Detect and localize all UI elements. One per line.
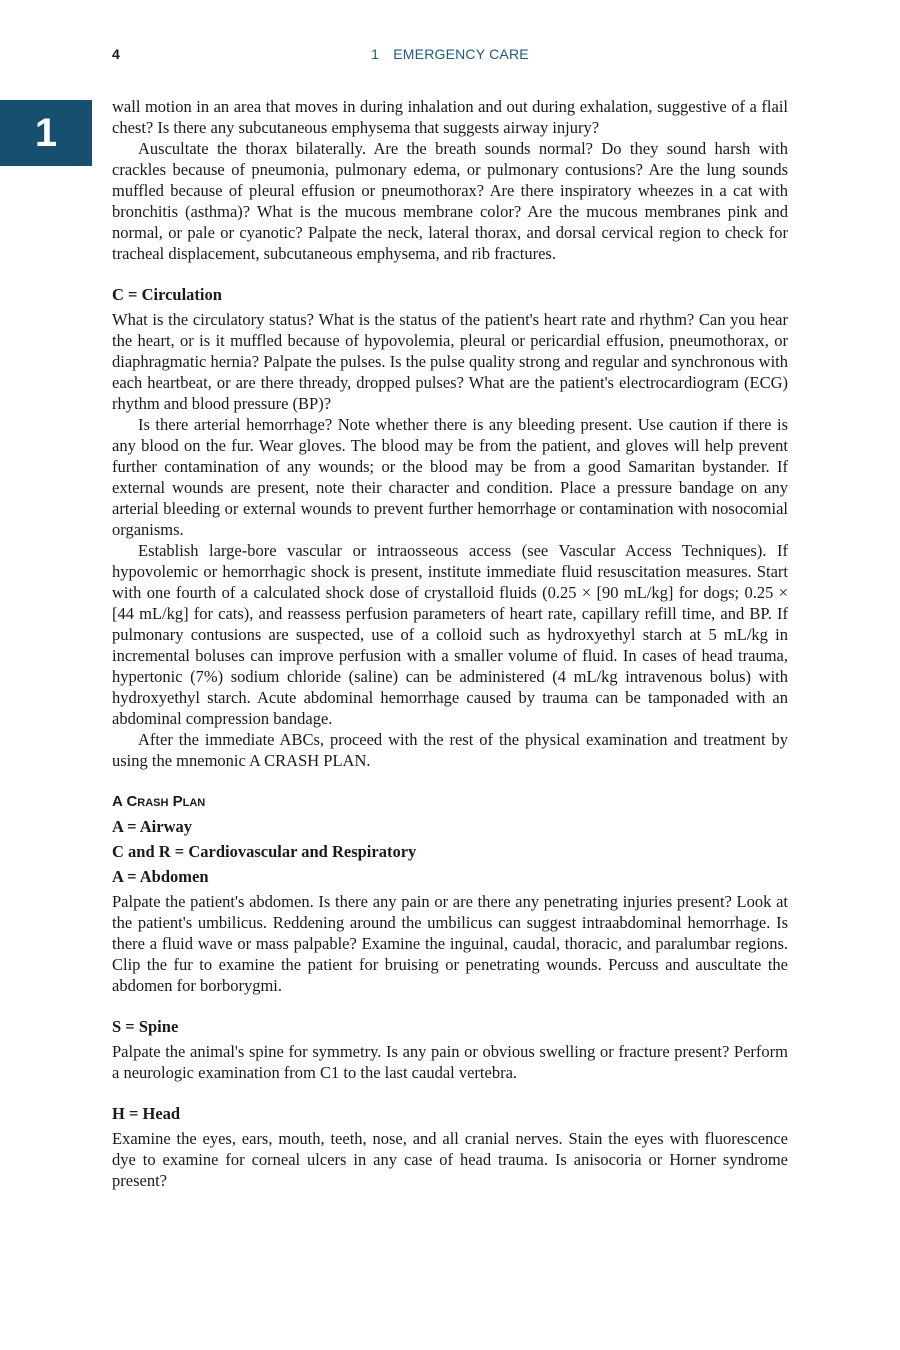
running-head-chapter-title: EMERGENCY CARE: [393, 46, 529, 62]
heading-spine: S = Spine: [112, 1017, 179, 1036]
heading-crash-plan: A Crash Plan: [112, 793, 206, 810]
paragraph-vascular-access: Establish large-bore vascular or intraosseous access (see Vascular Access Techniques). If hypovolemic or hemorrhagic shock is present, institute immediate fluid resuscitation measures. Start with one fourth of a calculated shock dose of crystalloid fluids (0.25 × [90 mL/kg] for dogs; 0.25 × [44 mL/kg] for cats), and reassess perfusion parameters of heart rate, capillary refill time, and BP. If pulmonary contusions are suspected, use of a colloid such as hydroxyethyl starch at 5 mL/kg in incremental boluses can improve perfusion with a smaller volume of fluid. In cases of head trauma, hypertonic (7%) sodium chloride (saline) can be administered (4 mL/kg intravenous bolus) with hydroxyethyl starch. Acute abdominal hemorrhage caused by trauma can be tamponaded with an abdominal compression bandage.: [112, 541, 788, 728]
heading-head: H = Head: [112, 1104, 181, 1123]
running-head-chapter-number: 1: [371, 46, 380, 62]
body-text: [112, 96, 788, 1191]
paragraph-circulatory-status: What is the circulatory status? What is the status of the patient's heart rate and rhythm? Can you hear the heart, or is it muffled because of hypovolemia, pleural or pericardial effusion, pneumothorax, or diaphragmatic hernia? Palpate the pulses. Is the pulse quality strong and regular and synchronous with each heartbeat, or are there thready, dropped pulses? What are the patient's electrocardiogram (ECG) rhythm and blood pressure (BP)?: [112, 310, 788, 413]
paragraph-spine: Palpate the animal's spine for symmetry. Is any pain or obvious swelling or fracture present? Perform a neurologic examination from C1 to the last caudal vertebra.: [112, 1042, 788, 1082]
heading-circulation: C = Circulation: [112, 285, 222, 304]
page-number: 4: [112, 46, 120, 62]
chapter-tab: 1: [0, 100, 92, 166]
heading-abdomen: A = Abdomen: [112, 867, 209, 886]
paragraph-arterial-hemorrhage: Is there arterial hemorrhage? Note whether there is any bleeding present. Use caution if there is any blood on the fur. Wear gloves. The blood may be from the patient, and gloves will help prevent further contamination of any wounds; or the blood may be from a good Samaritan bystander. If external wounds are present, note their character and condition. Place a pressure bandage on any arterial bleeding or external wounds to prevent further hemorrhage or contamination with nosocomial organisms.: [112, 415, 788, 539]
paragraph-abdomen: Palpate the patient's abdomen. Is there any pain or are there any penetrating injuries present? Look at the patient's umbilicus. Reddening around the umbilicus can suggest intraabdominal hemorrhage. Is there a fluid wave or mass palpable? Examine the inguinal, caudal, thoracic, and paralumbar regions. Clip the fur to examine the patient for bruising or penetrating wounds. Percuss and auscultate the abdomen for borborygmi.: [112, 892, 788, 995]
heading-cardiovascular-respiratory: C and R = Cardiovascular and Respiratory: [112, 842, 417, 861]
paragraph-flail-chest: wall motion in an area that moves in during inhalation and out during exhalation, suggestive of a flail chest? Is there any subcutaneous emphysema that suggests airway injury?: [112, 97, 788, 137]
heading-airway: A = Airway: [112, 817, 192, 836]
paragraph-head: Examine the eyes, ears, mouth, teeth, nose, and all cranial nerves. Stain the eyes with fluorescence dye to examine for corneal ulcers in any case of head trauma. Is anisocoria or Horner syndrome present?: [112, 1129, 788, 1190]
paragraph-auscultate: Auscultate the thorax bilaterally. Are the breath sounds normal? Do they sound harsh with crackles because of pneumonia, pulmonary edema, or pulmonary contusions? Are the lung sounds muffled because of pleural effusion or pneumothorax? Are there inspiratory wheezes in a cat with bronchitis (asthma)? What is the mucous membrane color? Are the mucous membranes pink and normal, or pale or cyanotic? Palpate the neck, lateral thorax, and dorsal cervical region to check for tracheal displacement, subcutaneous emphysema, and rib fractures.: [112, 139, 788, 263]
paragraph-crash-plan-intro: After the immediate ABCs, proceed with the rest of the physical examination and treatment by using the mnemonic A CRASH PLAN.: [112, 730, 788, 770]
running-head: [0, 46, 900, 62]
